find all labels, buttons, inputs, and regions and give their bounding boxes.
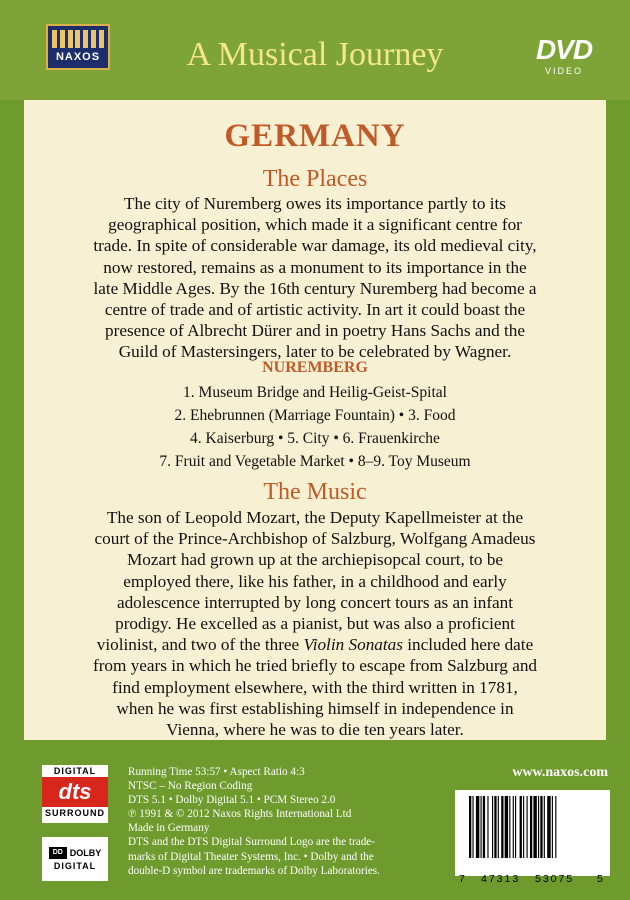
places-line: The city of Nuremberg owes its importance partly to its <box>123 194 506 213</box>
places-line: presence of Albrecht Dürer and in poetry Hans Sachs and the <box>105 321 525 341</box>
barcode-bar <box>540 796 542 858</box>
places-line: late Middle Ages. By the 16th century Nuremberg had become a <box>93 278 537 298</box>
barcode-bar <box>472 796 473 858</box>
music-line: when he was first establishing himself in independence in <box>116 698 514 718</box>
places-line: centre of trade and of artistic activity. In art it could boast the <box>104 300 526 320</box>
music-line: prodigy. He excelled as a pianist, but was also a proficient <box>115 614 515 634</box>
tech-line: DTS 5.1 • Dolby Digital 5.1 • PCM Stereo 2.0 <box>128 794 336 807</box>
dolby-logo <box>42 837 108 881</box>
track-list-item: 1. Museum Bridge and Heilig-Geist-Spital <box>183 384 447 401</box>
barcode-bar <box>494 796 496 858</box>
barcode-bar <box>509 796 510 858</box>
music-text <box>40 507 590 740</box>
country-heading: GERMANY <box>224 118 406 154</box>
barcode-bar <box>555 796 556 858</box>
dvd-video-logo <box>526 36 602 84</box>
dvd-logo-text: DVD <box>535 34 593 65</box>
technical-info <box>128 765 453 878</box>
header-band <box>0 0 630 100</box>
barcode-bar <box>533 796 536 858</box>
dolby-word: DOLBY <box>69 848 102 858</box>
places-text <box>40 193 590 363</box>
tech-line: ℗ 1991 & © 2012 Naxos Rights International Ltd <box>128 808 352 821</box>
tech-line: NTSC – No Region Coding <box>128 780 253 793</box>
barcode-digit: 5 <box>597 873 603 885</box>
places-heading: The Places <box>262 166 368 192</box>
tech-line: marks of Digital Theater Systems, Inc. • Dolby and the <box>128 850 374 863</box>
dts-logo-bottom: SURROUND <box>44 808 105 818</box>
music-line: find employment elsewhere, with the third written in 1781, <box>112 677 518 697</box>
barcode-bar <box>469 796 471 858</box>
barcode-bar <box>476 796 479 858</box>
barcode-digits: 47313 <box>481 873 521 885</box>
music-line-text: included here date <box>402 635 534 655</box>
barcode-bar <box>538 796 539 858</box>
barcode-digits: 53075 <box>535 873 575 885</box>
dolby-logo-top <box>49 847 102 859</box>
dts-logo-top: DIGITAL <box>53 766 97 776</box>
tech-line: Running Time 53:57 • Aspect Ratio 4:3 <box>128 766 305 778</box>
dvd-logo-subtext: VIDEO <box>544 66 583 76</box>
barcode-digit: 7 <box>459 873 465 885</box>
tech-line: DTS and the DTS Digital Surround Logo are the trade- <box>128 836 375 849</box>
music-line <box>40 634 590 655</box>
barcode-bar <box>523 796 524 858</box>
dts-logo <box>42 765 108 823</box>
places-line: geographical position, which made it a significant centre for <box>108 215 522 235</box>
music-line: Vienna, where he was to die ten years later. <box>166 720 464 740</box>
tech-line: Made in Germany <box>128 822 210 835</box>
music-line-text: violinist, and two of the three <box>96 635 304 655</box>
dts-logo-mark: dts <box>42 777 108 807</box>
barcode-bar <box>530 796 532 858</box>
barcode-bar <box>527 796 528 858</box>
barcode-bar <box>520 796 522 858</box>
audio-logos <box>42 765 108 881</box>
barcode-bar <box>552 796 553 858</box>
music-line: employed there, like his father, in a childhood and early <box>123 571 507 591</box>
track-list-item: 7. Fruit and Vegetable Market • 8–9. Toy Museum <box>159 453 471 470</box>
places-line: now restored, remains as a monument to its importance in the <box>103 257 527 277</box>
music-line: The son of Leopold Mozart, the Deputy Kapellmeister at the <box>106 508 524 527</box>
page-title: A Musical Journey <box>186 36 444 73</box>
places-line: Guild of Mastersingers, later to be celebrated by Wagner. <box>118 342 512 362</box>
barcode <box>455 790 610 885</box>
barcode-bar <box>544 796 545 858</box>
barcode-bars <box>469 796 597 858</box>
barcode-bar <box>487 796 488 858</box>
barcode-bar <box>483 796 485 858</box>
barcode-bar <box>547 796 550 858</box>
places-line: trade. In spite of considerable war damage, its old medieval city, <box>93 236 537 256</box>
barcode-bar <box>498 796 499 858</box>
track-list-item: 2. Ehebrunnen (Marriage Fountain) • 3. Food <box>174 407 456 424</box>
website-url[interactable]: www.naxos.com <box>512 765 608 780</box>
sonata-title: Violin Sonatas <box>303 635 403 655</box>
dolby-sub: DIGITAL <box>53 861 97 871</box>
barcode-bar <box>515 796 516 858</box>
barcode-bar <box>501 796 503 858</box>
track-list-item: 4. Kaiserburg • 5. City • 6. Frauenkirche <box>190 430 440 447</box>
music-line: from years in which he tried briefly to escape from Salzburg and <box>92 656 538 676</box>
music-line: Mozart had grown up at the archiepisopcal court, to be <box>126 550 504 570</box>
city-heading: NUREMBERG <box>262 359 368 376</box>
music-line: adolescence interrupted by long concert tours as an infant <box>116 592 514 612</box>
naxos-logo-text: NAXOS <box>55 51 101 63</box>
barcode-bar <box>492 796 493 858</box>
music-line: court of the Prince-Archbishop of Salzburg, Wolfgang Amadeus <box>94 529 536 549</box>
music-heading: The Music <box>263 479 367 505</box>
barcode-bar <box>481 796 482 858</box>
double-d-icon: DD <box>49 847 67 859</box>
barcode-bar <box>505 796 508 858</box>
barcode-bar <box>513 796 514 858</box>
tech-line: double-D symbol are trademarks of Dolby Laboratories. <box>128 864 380 877</box>
